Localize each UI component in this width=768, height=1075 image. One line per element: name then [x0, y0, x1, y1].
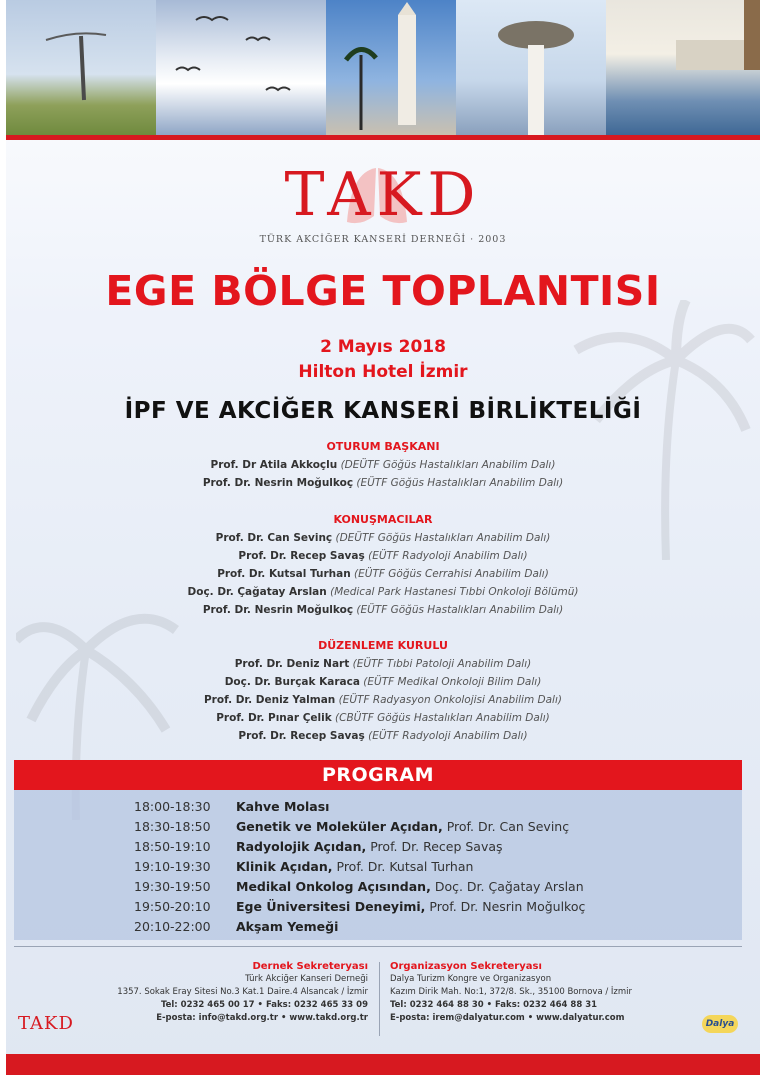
- person-row: Prof. Dr. Recep Savaş (EÜTF Radyoloji Anabilim Dalı): [238, 550, 528, 562]
- photo-clock-tower: [326, 0, 456, 135]
- person-row: Prof. Dr. Deniz Nart (EÜTF Tıbbi Patoloji Anabilim Dalı): [234, 658, 532, 670]
- clock-tower-icon: [326, 0, 456, 135]
- person-row: Prof. Dr. Pınar Çelik (CBÜTF Göğüs Hastalıkları Anabilim Dalı): [216, 712, 550, 724]
- program-row: 18:00-18:30 Kahve Molası: [134, 799, 330, 814]
- photo-seagulls: [156, 0, 326, 135]
- event-poster: [6, 0, 760, 1075]
- person-row: Prof. Dr. Nesrin Moğulkoç (EÜTF Göğüs Hastalıkları Anabilim Dalı): [202, 604, 564, 616]
- event-title: EGE BÖLGE TOPLANTISI: [105, 267, 661, 315]
- footer-red-bar: [6, 1054, 760, 1075]
- event-subtitle: İPF VE AKCİĞER KANSERİ BİRLİKTELİĞİ: [124, 398, 642, 424]
- person-row: Prof. Dr. Recep Savaş (EÜTF Radyoloji Anabilim Dalı): [238, 730, 528, 742]
- person-row: Prof. Dr. Can Sevinç (DEÜTF Göğüs Hastalıkları Anabilim Dalı): [215, 532, 551, 544]
- takd-logo: [233, 160, 533, 252]
- footer-divider-line: [14, 946, 742, 947]
- program-table: [14, 790, 742, 940]
- person-row: Prof. Dr Atila Akkoçlu (DEÜTF Göğüs Hastalıkları Anabilim Dalı): [210, 459, 556, 471]
- dalya-logo: Dalya: [702, 1015, 738, 1033]
- program-row: 19:30-19:50 Medikal Onkolog Açısından, Doç. Dr. Çağatay Arslan: [134, 879, 584, 894]
- section-heading: KONUŞMACILAR: [333, 513, 433, 526]
- program-heading: PROGRAM: [14, 760, 742, 790]
- program-row: 20:10-22:00 Akşam Yemeği: [134, 919, 339, 934]
- association-secretariat: [56, 960, 368, 1025]
- organizing-committee-section: [6, 639, 760, 745]
- footer-address: 1357. Sokak Eray Sitesi No.3 Kat.1 Daire.4 Alsancak / İzmir: [117, 987, 368, 997]
- footer-heading: Dernek Sekreteryası: [252, 961, 368, 972]
- person-row: Doç. Dr. Çağatay Arslan (Medical Park Hastanesi Tıbbi Onkoloji Bölümü): [187, 586, 579, 598]
- photo-harbor: [606, 0, 760, 135]
- program-row: 19:50-20:10 Ege Üniversitesi Deneyimi, Prof. Dr. Nesrin Moğulkoç: [134, 899, 586, 914]
- bird-sculpture-icon: [6, 0, 156, 135]
- header-photo-strip: [6, 0, 760, 135]
- logo-wordmark: TAKD: [284, 160, 482, 230]
- seagull-icon: [156, 0, 326, 135]
- monument-icon: [456, 0, 606, 135]
- person-row: Prof. Dr. Deniz Yalman (EÜTF Radyasyon Onkolojisi Anabilim Dalı): [203, 694, 562, 706]
- harbor-building-icon: [606, 0, 760, 135]
- session-chairs-section: [6, 440, 760, 492]
- photo-seaside-park: [6, 0, 156, 135]
- footer-address: Kazım Dirik Mah. No:1, 372/8. Sk., 35100 Bornova / İzmir: [390, 987, 633, 997]
- event-date: 2 Mayıs 2018: [320, 337, 446, 357]
- program-row: 18:30-18:50 Genetik ve Moleküler Açıdan, Prof. Dr. Can Sevinç: [134, 819, 570, 834]
- footer-heading: Organizasyon Sekreteryası: [390, 961, 542, 972]
- section-heading: OTURUM BAŞKANI: [326, 440, 440, 453]
- photo-monument: [456, 0, 606, 135]
- organization-secretariat: [390, 960, 680, 1025]
- program-row: 19:10-19:30 Klinik Açıdan, Prof. Dr. Kutsal Turhan: [134, 859, 474, 874]
- footer-org: Türk Akciğer Kanseri Derneği: [245, 974, 368, 984]
- person-row: Prof. Dr. Nesrin Moğulkoç (EÜTF Göğüs Hastalıkları Anabilim Dalı): [202, 477, 564, 489]
- program-row: 18:50-19:10 Radyolojik Açıdan, Prof. Dr. Recep Savaş: [134, 839, 503, 854]
- event-venue: Hilton Hotel İzmir: [298, 362, 468, 382]
- footer-phones: Tel: 0232 465 00 17 • Faks: 0232 465 33 09: [160, 1000, 368, 1010]
- footer-org: Dalya Turizm Kongre ve Organizasyon: [390, 974, 552, 984]
- footer-web: E-posta: irem@dalyatur.com • www.dalyatur.com: [390, 1013, 625, 1023]
- person-row: Doç. Dr. Burçak Karaca (EÜTF Medikal Onkoloji Bilim Dalı): [224, 676, 542, 688]
- footer-vertical-divider: [379, 962, 380, 1036]
- person-row: Prof. Dr. Kutsal Turhan (EÜTF Göğüs Cerrahisi Anabilim Dalı): [217, 568, 549, 580]
- logo-subline: TÜRK AKCİĞER KANSERİ DERNEĞİ · 2003: [259, 234, 507, 245]
- speakers-section: [6, 513, 760, 619]
- footer-phones: Tel: 0232 464 88 30 • Faks: 0232 464 88 31: [390, 1000, 598, 1010]
- header-red-bar: [6, 135, 760, 140]
- section-heading: DÜZENLEME KURULU: [318, 639, 448, 652]
- footer-web: E-posta: info@takd.org.tr • www.takd.org.tr: [156, 1013, 368, 1023]
- footer-takd-logo: TAKD: [18, 1013, 74, 1034]
